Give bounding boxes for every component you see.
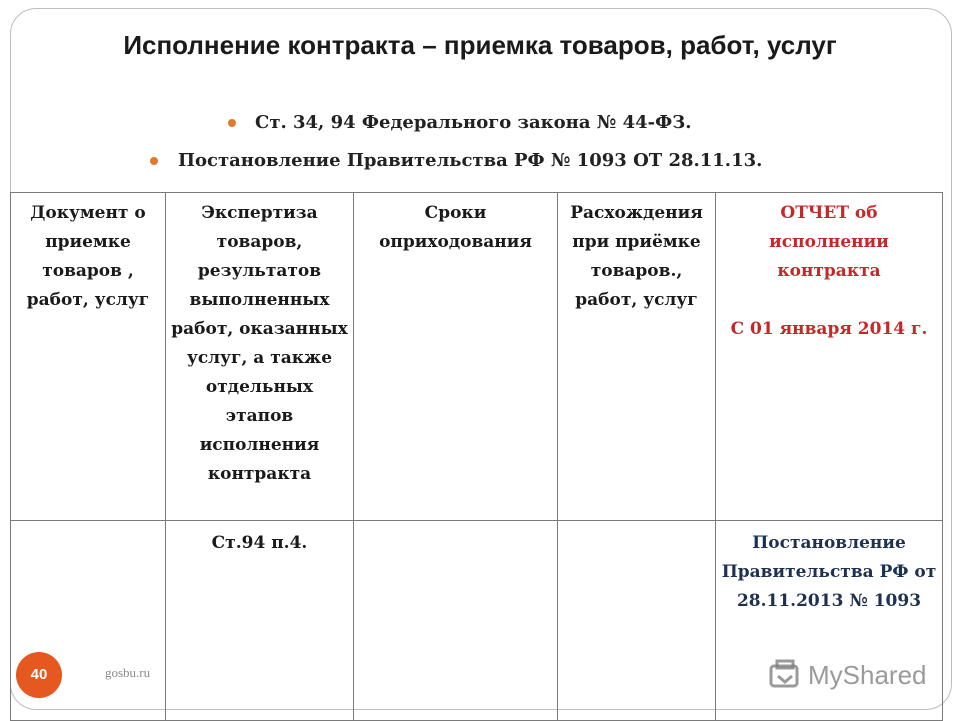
contract-table — [10, 192, 943, 721]
bullet-dot-icon — [150, 157, 158, 165]
watermark — [768, 655, 927, 695]
myshared-logo-icon — [768, 658, 802, 692]
bullet-item — [150, 146, 910, 184]
bullet-text: Постановление Правительства РФ № 1093 ОТ 28.11.13. — [178, 150, 763, 171]
bullet-text: Ст. 34, 94 Федерального закона № 44-ФЗ. — [255, 112, 692, 133]
bullet-list — [150, 108, 910, 184]
report-date-note: С 01 января 2014 г. — [730, 319, 928, 339]
header-cell-discrepancies: Расхождения при приёмке товаров., работ, услуг — [558, 193, 716, 521]
table-cell-decree: Постановление Правительства РФ от 28.11.2013 № 1093 — [716, 521, 943, 721]
report-label: ОТЧЕТ об исполнении контракта — [769, 203, 889, 281]
slide-title: Исполнение контракта – приемка товаров, работ, услуг — [123, 30, 837, 60]
table-cell — [354, 521, 558, 721]
header-cell-deadlines: Сроки оприходования — [354, 193, 558, 521]
table-header-row — [11, 193, 943, 521]
header-cell-report — [716, 193, 943, 521]
bullet-dot-icon — [228, 119, 236, 127]
table-cell — [558, 521, 716, 721]
source-label: gosbu.ru — [105, 665, 151, 680]
page-number-badge: 40 — [16, 652, 62, 698]
header-cell-document: Документ о приемке товаров , работ, услуг — [11, 193, 166, 521]
table-cell-article: Ст.94 п.4. — [166, 521, 354, 721]
bullet-item — [150, 108, 910, 146]
watermark-text: MyShared — [808, 659, 927, 690]
header-cell-expertise: Экспертиза товаров, результатов выполненных работ, оказанных услуг, а также отдельных этапов исполнения контракта — [166, 193, 354, 521]
